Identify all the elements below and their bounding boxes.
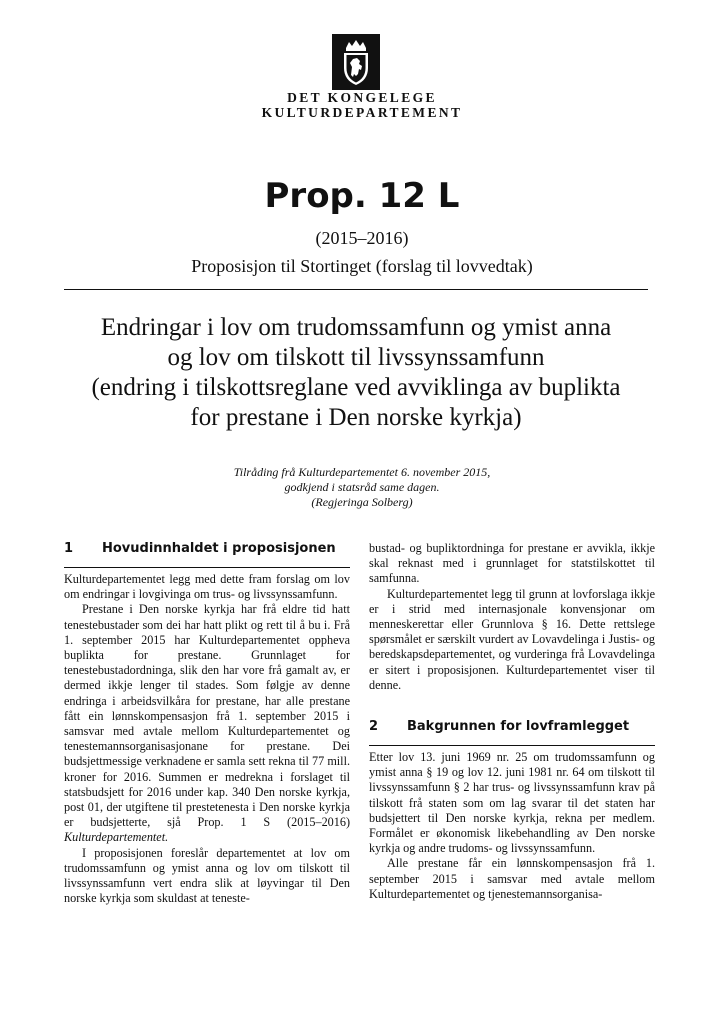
right-column: [369, 541, 655, 902]
sanction-line: Tilråding frå Kulturdepartementet 6. november 2015,: [233, 465, 491, 479]
section-title: Bakgrunnen for lovframlegget: [407, 719, 630, 735]
document-title-line: og lov om tilskott til livssynssamfunn: [167, 344, 545, 371]
document-title-line: Endringar i lov om trudomssamfunn og ymist anna: [100, 314, 612, 341]
paragraph-emphasis: Kulturdepartementet.: [64, 830, 169, 845]
sanction-line: (Regjeringa Solberg): [311, 495, 413, 509]
ministry-name-line2: KULTURDEPARTEMENT: [261, 105, 463, 120]
title-divider: [64, 289, 648, 290]
session-years: (2015–2016): [315, 228, 409, 248]
left-column: [64, 541, 350, 906]
section-divider: [64, 567, 350, 568]
proposition-subtitle: Proposisjon til Stortinget (forslag til lovvedtak): [191, 256, 533, 276]
section-title: Hovudinnhaldet i proposisjonen: [102, 541, 336, 556]
paragraph: Alle prestane får ein lønnskompensasjon frå 1. september 2015 i samsvar med avtale mellom Kulturdepartementet og tjenestemannsorganisa-: [369, 856, 655, 901]
document-title-line: for prestane i Den norske kyrkja): [190, 404, 522, 431]
paragraph: Etter lov 13. juni 1969 nr. 25 om trudomssamfunn og ymist anna § 19 og lov 12. juni 1981 nr. 64 om tilskott til livssynssamfunn § 2 har trus- og livssynssamfunn krav på tilskott frå staten som om lag svarar til det staten har budsjettert til Den norske kyrkja, rekna per medlem. Formålet er økonomisk likebehandling av Den norske kyrkja og andre trudoms- og livssynssamfunn.: [369, 750, 655, 856]
paragraph: I proposisjonen foreslår departementet at lov om trudomssamfunn og ymist anna og lov om tilskott til livssynssamfunn vert endra slik at løyvingar til Den norske kyrkja som skuldast at teneste-: [64, 845, 350, 906]
section-2-heading: [369, 719, 655, 739]
paragraph: [64, 602, 350, 845]
ministry-name-line1: DET KONGELEGE: [287, 90, 437, 105]
document-title: [54, 313, 658, 433]
section-number: 2: [369, 719, 379, 735]
paragraph: Kulturdepartementet legg med dette fram forslag om lov om endringar i lovgivinga om trus- og livssynssamfunn.: [64, 572, 350, 602]
coat-of-arms-logo: [332, 34, 380, 90]
paragraph: bustad- og bupliktordninga for prestane er avvikla, ikkje skal reknast med i grunnlaget for statstilskottet til samfunna.: [369, 541, 655, 586]
section-divider: [369, 745, 655, 746]
sanction-line: godkjend i statsråd same dagen.: [284, 480, 440, 494]
paragraph: Kulturdepartementet legg til grunn at lovforslaga ikkje er i strid med internasjonale konvensjonar om menneskerettar eller Grunnlova § 16. Dette rettslege spørsmålet er særskilt vurdert av Lovavdelinga i Justis- og beredskapsdepartementet, og vurderinga frå Lovavdelinga er sitert i proposisjonen. Kulturdepartementet viser til denne.: [369, 586, 655, 692]
document-title-line: (endring i tilskottsreglane ved avviklinga av buplikta: [91, 374, 621, 401]
section-1-heading: [64, 541, 350, 561]
proposition-number: Prop. 12 L: [264, 176, 460, 216]
section-number: 1: [64, 541, 74, 556]
paragraph-text: Prestane i Den norske kyrkja har frå eldre tid hatt tenestebustader som dei har hatt plikt og rett til å bu i. Frå 1. september 2015 har Kulturdepartementet oppheva buplikta for prestane. Grunnlaget for tenestebustadordninga, slik den har vore frå gamalt av, er dermed ikkje lenger til stades. Som følgje av denne endringa i arbeidsvilkåra for prestane, har alle prestane fått ein lønnskompensasjon frå 1. september 2015 i samsvar med avtale mellom Kulturdepartementet og tenestemannsorganisasjonane for prestane. Dei budsjettmessige verknadene er samla sett rekna til 77 mill. kroner for 2016. Summen er medrekna i forslaget til statsbudsjett for 2016 under kap. 340 Den norske kyrkja, post 01, der utgiftene til prestetenesta i Den norske kyrkja er budsjetterte, sjå Prop. 1 S (2015–2016): [64, 602, 350, 830]
sanction-note: [0, 465, 724, 510]
